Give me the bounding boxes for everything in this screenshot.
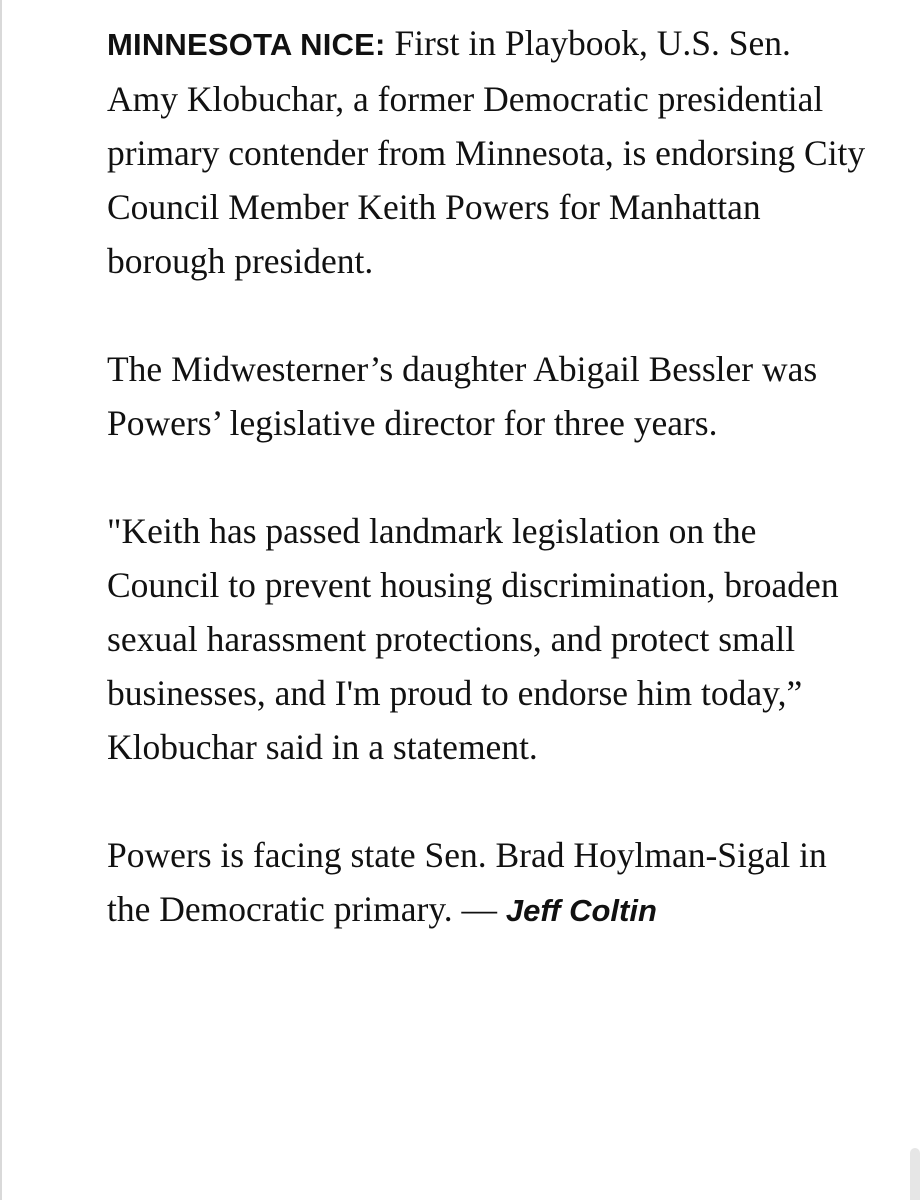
paragraph-4 xyxy=(107,828,867,938)
paragraph-3-quote: "Keith has passed landmark legislation on the Council to prevent housing discrimination, broaden sexual harassment protections, and protect small businesses, and I'm proud to endorse him today,” Klobuchar said in a statement. xyxy=(107,511,839,767)
scrollbar-thumb[interactable] xyxy=(910,1148,920,1200)
page-left-border xyxy=(0,0,2,1200)
paragraph-1-text: First in Playbook, U.S. Sen. Amy Klobuchar, a former Democratic presidential primary contender from Minnesota, is endorsing City Council Member Keith Powers for Manhattan borough president. xyxy=(107,23,866,281)
section-kicker: MINNESOTA NICE: xyxy=(107,27,386,62)
paragraph-4-text: Powers is facing state Sen. Brad Hoylman-Sigal in the Democratic primary. — xyxy=(107,835,827,929)
article-body xyxy=(107,16,867,992)
paragraph-2: The Midwesterner’s daughter Abigail Bessler was Powers’ legislative director for three years. xyxy=(107,349,818,443)
paragraph-1 xyxy=(107,16,867,288)
scrollbar[interactable] xyxy=(908,0,922,1200)
author-byline: Jeff Coltin xyxy=(505,893,657,928)
